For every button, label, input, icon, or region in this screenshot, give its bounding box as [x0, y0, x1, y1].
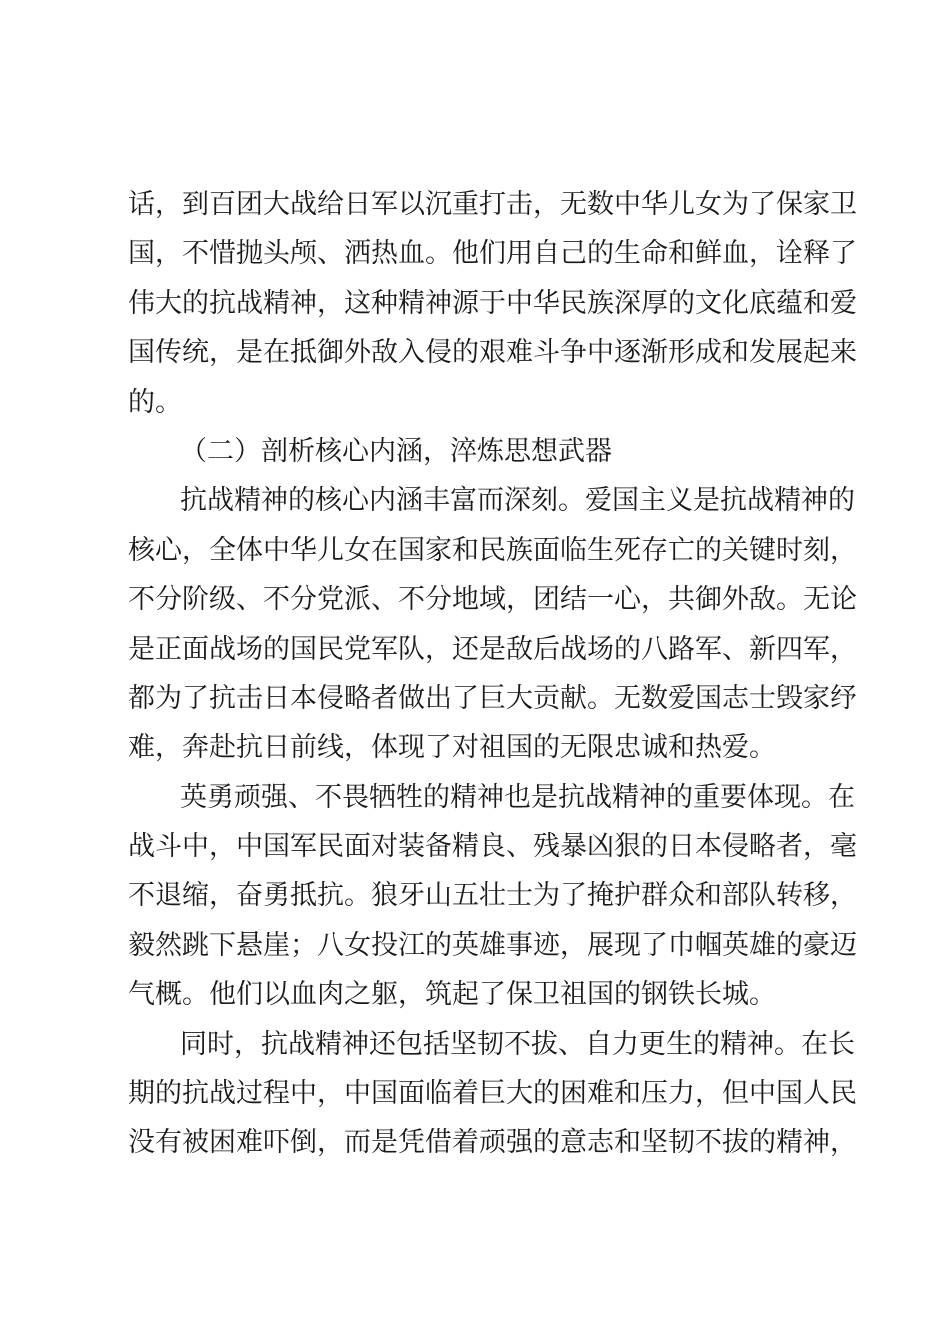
text-line: 话，到百团大战给日军以沉重打击，无数中华儿女为了保家卫 [128, 189, 857, 220]
text-line: 气概。他们以血肉之躯，筑起了保卫祖国的钢铁长城。 [128, 979, 776, 1011]
text-line: 不退缩，奋勇抵抗。狼牙山五壮士为了掩护群众和部队转移， [128, 880, 857, 912]
text-line: 英勇顽强、不畏牺牲的精神也是抗战精神的重要体现。在 [180, 781, 855, 813]
text-line: 是正面战场的国民党军队，还是敌后战场的八路军、新四军， [128, 633, 857, 665]
text-line: 战斗中，中国军民面对装备精良、残暴凶狠的日本侵略者，毫 [128, 831, 857, 863]
text-line: 期的抗战过程中，中国面临着巨大的困难和压力，但中国人民 [128, 1078, 857, 1110]
text-line: 毅然跳下悬崖；八女投江的英雄事迹，展现了巾帼英雄的豪迈 [128, 929, 857, 961]
heading-text: （二）剖析核心内涵，淬炼思想武器 [180, 435, 612, 467]
text-line: 核心，全体中华儿女在国家和民族面临生死存亡的关键时刻， [128, 534, 857, 566]
paragraph-1 [128, 180, 857, 427]
paragraph-2 [128, 476, 857, 772]
text-line: 难，奔赴抗日前线，体现了对祖国的无限忠诚和热爱。 [128, 732, 776, 764]
paragraph-3 [128, 773, 857, 1020]
text-line: 抗战精神的核心内涵丰富而深刻。爱国主义是抗战精神的 [180, 485, 855, 517]
document-body [128, 180, 857, 1168]
text-line: 同时，抗战精神还包括坚韧不拔、自力更生的精神。在长 [180, 1028, 855, 1060]
paragraph-4 [128, 1020, 857, 1168]
text-line: 不分阶级、不分党派、不分地域，团结一心，共御外敌。无论 [128, 584, 857, 616]
text-line: 国，不惜抛头颅、洒热血。他们用自己的生命和鲜血，诠释了 [128, 238, 857, 270]
text-line: 的。 [128, 386, 182, 418]
text-line: 国传统，是在抵御外敌入侵的艰难斗争中逐渐形成和发展起来 [128, 337, 857, 369]
text-line: 伟大的抗战精神，这种精神源于中华民族深厚的文化底蕴和爱 [128, 287, 857, 319]
text-line: 都为了抗击日本侵略者做出了巨大贡献。无数爱国志士毁家纾 [128, 682, 857, 714]
section-heading [128, 427, 834, 476]
text-line: 没有被困难吓倒，而是凭借着顽强的意志和坚韧不拔的精神， [128, 1127, 857, 1159]
